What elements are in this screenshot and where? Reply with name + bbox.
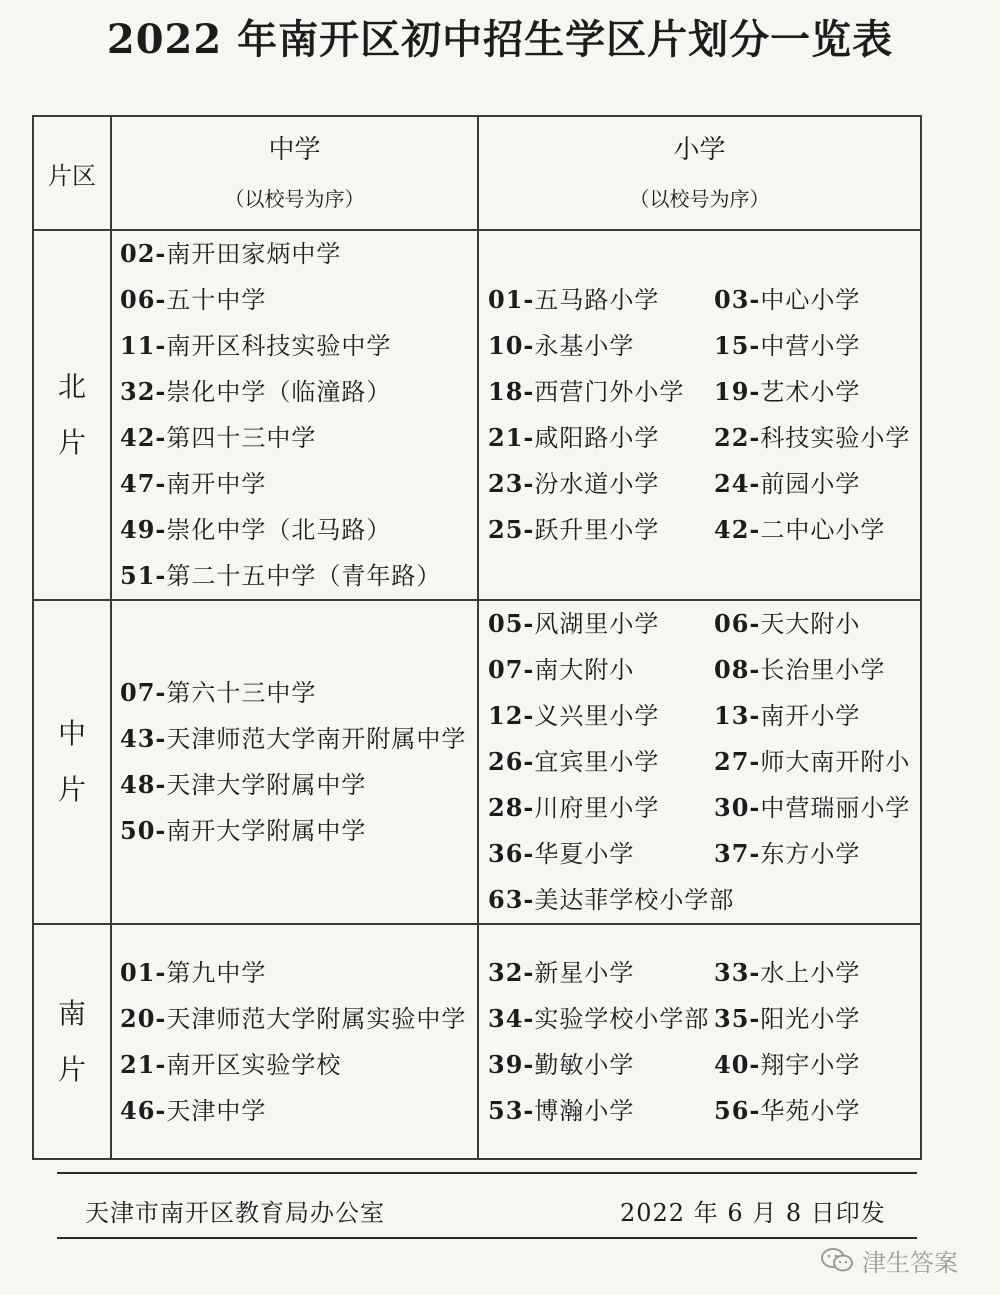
middle-school-item xyxy=(120,231,477,277)
primary-school-row xyxy=(488,601,920,647)
middle-school-note: （以校号为序） xyxy=(224,187,365,211)
middle-school-item xyxy=(120,716,477,762)
primary-school-item xyxy=(714,647,920,693)
primary-school-item xyxy=(714,507,920,553)
school-name: 第九中学 xyxy=(166,958,267,987)
middle-school-item xyxy=(120,415,477,461)
school-number: 43- xyxy=(120,724,167,753)
school-name: 南大附小 xyxy=(534,656,635,684)
school-number: 20- xyxy=(120,1003,167,1033)
school-name: 义兴里小学 xyxy=(534,702,660,730)
school-number: 06- xyxy=(714,609,761,638)
primary-school-row xyxy=(488,693,920,739)
school-name: 第六十三中学 xyxy=(166,679,317,707)
primary-school-item xyxy=(714,369,920,415)
district-table xyxy=(32,115,922,1160)
school-number: 56- xyxy=(714,1095,761,1125)
middle-school-item xyxy=(120,1088,477,1134)
primary-school-row xyxy=(488,323,920,369)
school-name: 南开区科技实验中学 xyxy=(166,332,392,360)
school-name: 永基小学 xyxy=(534,332,635,360)
school-number: 07- xyxy=(488,655,535,684)
primary-school-item xyxy=(488,1042,714,1088)
school-name: 南开大学附属中学 xyxy=(166,817,367,845)
school-number: 32- xyxy=(488,957,535,987)
school-number: 33- xyxy=(714,957,761,987)
primary-school-item xyxy=(714,950,920,996)
primary-school-item xyxy=(488,415,714,461)
school-name: 中营瑞丽小学 xyxy=(760,794,911,822)
middle-school-item xyxy=(120,1042,477,1088)
school-number: 05- xyxy=(488,609,535,638)
school-name: 华夏小学 xyxy=(534,840,635,868)
school-number: 26- xyxy=(488,747,535,776)
school-number: 63- xyxy=(488,885,535,914)
wechat-icon xyxy=(820,1247,854,1273)
school-name: 咸阳路小学 xyxy=(534,424,660,452)
school-name: 水上小学 xyxy=(760,958,861,987)
footer-issued-date: 2022 年 6 月 8 日印发 xyxy=(620,1199,886,1227)
primary-school-list xyxy=(478,924,921,1159)
school-number: 03- xyxy=(714,285,761,314)
school-number: 25- xyxy=(488,515,535,544)
school-number: 46- xyxy=(120,1095,167,1125)
middle-school-header xyxy=(111,116,478,230)
school-number: 13- xyxy=(714,701,761,730)
school-name: 南开田家炳中学 xyxy=(166,240,342,268)
school-name: 天津中学 xyxy=(166,1096,267,1125)
primary-school-item xyxy=(714,693,920,739)
middle-school-list xyxy=(111,230,478,600)
primary-school-item xyxy=(714,996,920,1042)
school-number: 36- xyxy=(488,839,535,868)
primary-school-row xyxy=(488,507,920,553)
school-number: 50- xyxy=(120,816,167,845)
watermark-text: 津生答案 xyxy=(862,1248,958,1277)
school-number: 18- xyxy=(488,377,535,406)
school-name: 南开区实验学校 xyxy=(166,1050,342,1079)
primary-school-item xyxy=(488,369,714,415)
school-name: 中营小学 xyxy=(760,332,861,360)
footer-bottom-rule xyxy=(57,1237,917,1239)
table-header-row xyxy=(33,116,921,230)
school-number: 08- xyxy=(714,655,761,684)
middle-school-item xyxy=(120,323,477,369)
primary-school-item xyxy=(714,415,920,461)
school-number: 12- xyxy=(488,701,535,730)
school-number: 02- xyxy=(120,239,167,268)
school-name: 崇化中学（北马路） xyxy=(166,516,392,544)
primary-school-item xyxy=(488,1088,714,1134)
school-number: 10- xyxy=(488,331,535,360)
school-number: 27- xyxy=(714,747,761,776)
primary-school-item xyxy=(488,877,735,923)
school-name: 崇化中学（临潼路） xyxy=(166,378,392,406)
school-number: 48- xyxy=(120,770,167,799)
footer-top-rule xyxy=(57,1172,917,1174)
school-name: 勤敏小学 xyxy=(534,1050,635,1079)
school-name: 艺术小学 xyxy=(760,378,861,406)
primary-school-item xyxy=(488,739,714,785)
zone-header: 片区 xyxy=(33,116,111,230)
school-name: 天大附小 xyxy=(760,610,861,638)
primary-school-list xyxy=(478,230,921,600)
school-number: 42- xyxy=(714,515,761,544)
middle-school-item xyxy=(120,950,477,996)
school-number: 39- xyxy=(488,1049,535,1079)
middle-school-item xyxy=(120,762,477,808)
middle-school-list xyxy=(111,600,478,924)
primary-school-row xyxy=(488,1042,920,1088)
school-name: 前园小学 xyxy=(760,470,861,498)
school-name: 二中心小学 xyxy=(760,516,886,544)
school-number: 53- xyxy=(488,1095,535,1125)
school-name: 南开中学 xyxy=(166,470,267,498)
school-name: 五马路小学 xyxy=(534,286,660,314)
school-number: 37- xyxy=(714,839,761,868)
school-name: 长治里小学 xyxy=(760,656,886,684)
school-number: 30- xyxy=(714,793,761,822)
school-number: 42- xyxy=(120,423,167,452)
school-name: 天津大学附属中学 xyxy=(166,771,367,799)
primary-school-row xyxy=(488,461,920,507)
primary-school-title: 小学 xyxy=(673,135,726,165)
school-number: 21- xyxy=(488,423,535,452)
primary-school-item xyxy=(488,323,714,369)
school-number: 32- xyxy=(120,377,167,406)
middle-school-item xyxy=(120,996,477,1042)
school-name: 新星小学 xyxy=(534,958,635,987)
footer-issuer: 天津市南开区教育局办公室 xyxy=(85,1199,385,1227)
page-title: 2022 年南开区初中招生学区片划分一览表 xyxy=(106,16,894,63)
middle-school-item xyxy=(120,461,477,507)
primary-school-item xyxy=(488,950,714,996)
school-name: 博瀚小学 xyxy=(534,1096,635,1125)
primary-school-row xyxy=(488,1088,920,1134)
school-number: 49- xyxy=(120,515,167,544)
school-number: 06- xyxy=(120,285,167,314)
primary-school-item xyxy=(488,831,714,877)
primary-school-note: （以校号为序） xyxy=(629,187,770,211)
school-number: 07- xyxy=(120,678,167,707)
school-name: 中心小学 xyxy=(760,286,861,314)
zone-row-central xyxy=(33,600,921,924)
watermark xyxy=(820,1240,958,1280)
school-number: 35- xyxy=(714,1003,761,1033)
middle-school-item xyxy=(120,369,477,415)
school-name: 东方小学 xyxy=(760,840,861,868)
school-name: 川府里小学 xyxy=(534,794,660,822)
zone-name-char: 北 xyxy=(57,370,86,403)
primary-school-header xyxy=(478,116,921,230)
zone-name xyxy=(33,230,111,600)
middle-school-item xyxy=(120,553,477,599)
school-name: 跃升里小学 xyxy=(534,516,660,544)
school-name: 华苑小学 xyxy=(760,1096,861,1125)
primary-school-item xyxy=(488,996,714,1042)
primary-school-row xyxy=(488,277,920,323)
primary-school-row xyxy=(488,647,920,693)
primary-school-item xyxy=(714,831,920,877)
zone-row-south xyxy=(33,924,921,1159)
school-name: 阳光小学 xyxy=(760,1004,861,1033)
school-name: 五十中学 xyxy=(166,286,267,314)
primary-school-row xyxy=(488,369,920,415)
school-number: 21- xyxy=(120,1049,167,1079)
middle-school-item xyxy=(120,507,477,553)
school-number: 01- xyxy=(488,285,535,314)
primary-school-item xyxy=(488,785,714,831)
school-number: 34- xyxy=(488,1003,535,1033)
school-number: 22- xyxy=(714,423,761,452)
zone-name-char: 片 xyxy=(57,426,86,459)
school-name: 南开小学 xyxy=(760,702,861,730)
school-number: 15- xyxy=(714,331,761,360)
middle-school-item xyxy=(120,277,477,323)
school-name: 师大南开附小 xyxy=(760,748,911,776)
middle-school-item xyxy=(120,808,477,854)
school-name: 西营门外小学 xyxy=(534,378,685,406)
zone-name-char: 片 xyxy=(57,1052,86,1086)
school-name: 汾水道小学 xyxy=(534,470,660,498)
school-name: 天津师范大学附属实验中学 xyxy=(166,1004,467,1033)
primary-school-row xyxy=(488,877,920,923)
school-name: 宜宾里小学 xyxy=(534,748,660,776)
school-name: 美达菲学校小学部 xyxy=(534,886,735,914)
primary-school-item xyxy=(488,647,714,693)
school-number: 23- xyxy=(488,469,535,498)
primary-school-row xyxy=(488,739,920,785)
primary-school-item xyxy=(714,277,920,323)
school-name: 第四十三中学 xyxy=(166,424,317,452)
primary-school-item xyxy=(488,693,714,739)
zone-row-north xyxy=(33,230,921,600)
middle-school-title: 中学 xyxy=(268,135,321,165)
primary-school-item xyxy=(714,601,920,647)
school-number: 28- xyxy=(488,793,535,822)
primary-school-list xyxy=(478,600,921,924)
primary-school-item xyxy=(488,507,714,553)
primary-school-item xyxy=(488,277,714,323)
primary-school-item xyxy=(488,461,714,507)
school-name: 天津师范大学南开附属中学 xyxy=(166,725,467,753)
school-number: 01- xyxy=(120,957,167,987)
school-name: 风湖里小学 xyxy=(534,610,660,638)
primary-school-row xyxy=(488,785,920,831)
zone-name-char: 片 xyxy=(57,773,86,806)
school-name: 科技实验小学 xyxy=(760,424,911,452)
middle-school-item xyxy=(120,670,477,716)
middle-school-list xyxy=(111,924,478,1159)
zone-name-char: 中 xyxy=(57,717,86,750)
primary-school-item xyxy=(714,739,920,785)
primary-school-item xyxy=(714,1088,920,1134)
school-number: 11- xyxy=(120,331,167,360)
zone-name xyxy=(33,600,111,924)
primary-school-row xyxy=(488,996,920,1042)
school-name: 实验学校小学部 xyxy=(534,1004,710,1033)
primary-school-row xyxy=(488,831,920,877)
primary-school-item xyxy=(488,601,714,647)
primary-school-row xyxy=(488,950,920,996)
zone-name xyxy=(33,924,111,1159)
primary-school-item xyxy=(714,461,920,507)
primary-school-item xyxy=(714,323,920,369)
school-number: 51- xyxy=(120,561,167,590)
primary-school-item xyxy=(714,785,920,831)
school-number: 47- xyxy=(120,469,167,498)
school-number: 24- xyxy=(714,469,761,498)
school-number: 40- xyxy=(714,1049,761,1079)
school-name: 第二十五中学（青年路） xyxy=(166,562,442,590)
primary-school-row xyxy=(488,415,920,461)
school-name: 翔宇小学 xyxy=(760,1050,861,1079)
primary-school-item xyxy=(714,1042,920,1088)
school-number: 19- xyxy=(714,377,761,406)
zone-name-char: 南 xyxy=(57,996,86,1030)
